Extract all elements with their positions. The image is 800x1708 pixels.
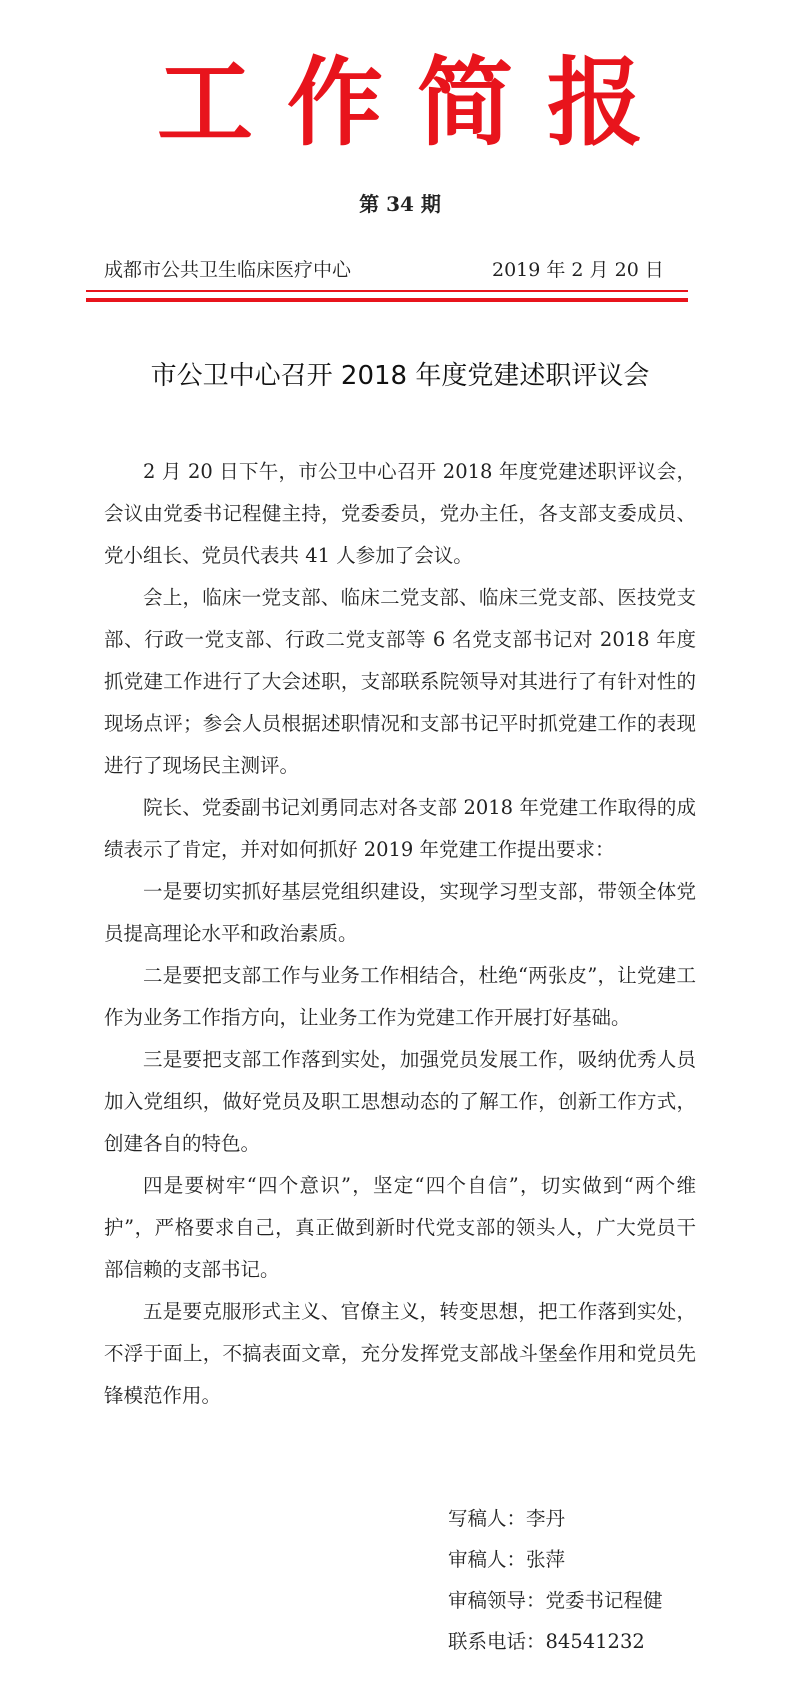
review-leader-line: 审稿领导：党委书记程健 xyxy=(448,1589,663,1612)
article-paragraph: 四是要树牢“四个意识”，坚定“四个自信”，切实做到“两个维护”，严格要求自己，真正做到新时代党支部的领头人，广大党员干部信赖的支部书记。 xyxy=(104,1174,696,1281)
phone-line: 联系电话：84541232 xyxy=(448,1630,645,1653)
header-divider-thick xyxy=(86,298,688,302)
article-body xyxy=(104,451,696,1417)
signoff-block xyxy=(448,1498,663,1662)
article-paragraph: 2 月 20 日下午，市公卫中心召开 2018 年度党建述职评议会，会议由党委书记程健主持，党委委员，党办主任，各支部支委成员、党小组长、党员代表共 41 人参加了会议。 xyxy=(104,460,696,567)
article-paragraph: 院长、党委副书记刘勇同志对各支部 2018 年党建工作取得的成绩表示了肯定，并对如何抓好 2019 年党建工作提出要求： xyxy=(104,796,696,861)
publish-date: 2019 年 2 月 20 日 xyxy=(492,259,664,281)
masthead-title: 工作简报 xyxy=(157,47,677,159)
article-paragraph: 会上，临床一党支部、临床二党支部、临床三党支部、医技党支部、行政一党支部、行政二党支部等 6 名党支部书记对 2018 年度抓党建工作进行了大会述职，支部联系院领导对其进行了有针对性的现场点评；参会人员根据述职情况和支部书记平时抓党建工作的表现进行了现场民主测评。 xyxy=(104,586,696,777)
issue-number: 第 34 期 xyxy=(359,192,441,216)
article-paragraph: 五是要克服形式主义、官僚主义，转变思想，把工作落到实处，不浮于面上，不搞表面文章，充分发挥党支部战斗堡垒作用和党员先锋模范作用。 xyxy=(104,1300,696,1407)
article-paragraph: 三是要把支部工作落到实处，加强党员发展工作，吸纳优秀人员加入党组织，做好党员及职工思想动态的了解工作，创新工作方式，创建各自的特色。 xyxy=(104,1048,696,1155)
reviewer-line: 审稿人：张萍 xyxy=(448,1548,566,1571)
header-divider-thin xyxy=(86,290,688,292)
article-title: 市公卫中心召开 2018 年度党建述职评议会 xyxy=(150,361,650,391)
writer-line: 写稿人：李丹 xyxy=(448,1507,566,1530)
organization-name: 成都市公共卫生临床医疗中心 xyxy=(104,259,352,281)
article-paragraph: 二是要把支部工作与业务工作相结合，杜绝“两张皮”，让党建工作为业务工作指方向，让业务工作为党建工作开展打好基础。 xyxy=(104,964,696,1029)
article-paragraph: 一是要切实抓好基层党组织建设，实现学习型支部，带领全体党员提高理论水平和政治素质。 xyxy=(104,880,696,945)
